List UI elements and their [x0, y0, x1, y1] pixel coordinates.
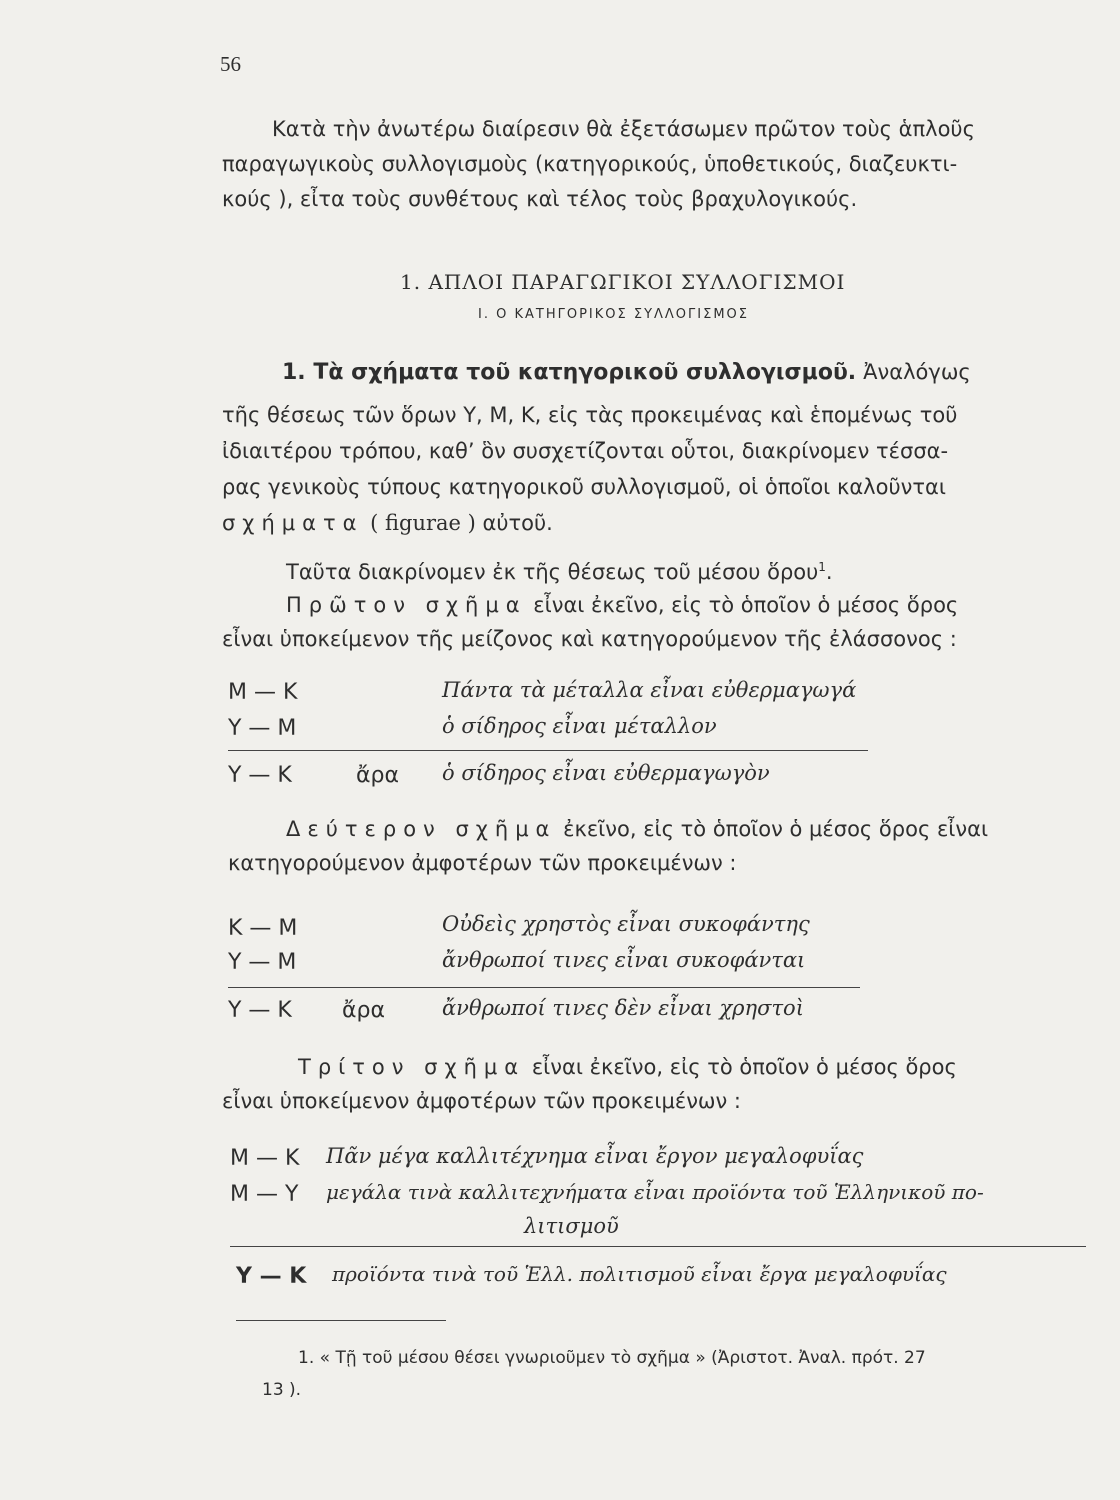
third-figure-text: εἶναι ἐκεῖνο, εἰς τὸ ὁποῖον ὁ μέσος ὅρος — [531, 1055, 957, 1079]
third-figure-line-1 — [298, 1050, 957, 1084]
premise-label: Υ — Μ — [228, 950, 297, 975]
first-figure-line-1 — [286, 588, 958, 622]
footnote-marker: 1. — [298, 1348, 315, 1368]
ara-word: ἄρα — [356, 763, 399, 788]
term-second-figure: Δεύτερον σχῆμα — [286, 817, 557, 841]
subsection-title: Ι. Ο ΚΑΤΗΓΟΡΙΚΟΣ ΣΥΛΛΟΓΙΣΜΟΣ — [478, 307, 749, 322]
premise-label: Κ — Μ — [228, 916, 298, 941]
conclusion-label: Υ — Κ — [236, 1264, 307, 1289]
second-figure-line-2: κατηγορούμενον ἀμφοτέρων τῶν προκειμένων : — [228, 851, 737, 875]
conclusion-text: ἄνθρωποί τινες δὲν εἶναι χρηστοὶ — [442, 996, 804, 1020]
premise-text: μεγάλα τινὰ καλλιτεχνήματα εἶναι προϊόντα τοῦ Ἑλληνικοῦ πο- — [326, 1180, 984, 1204]
figures-line-5-end: αὐτοῦ. — [482, 511, 553, 535]
intro-line-3: κούς ), εἶτα τοὺς συνθέτους καὶ τέλος τοὺς βραχυλογικούς. — [222, 187, 858, 211]
second-figure-text: ἐκεῖνο, εἰς τὸ ὁποῖον ὁ μέσος ὅρος εἶναι — [563, 817, 989, 841]
figures-line-5 — [222, 506, 553, 540]
footnote-ref: 1 — [818, 560, 826, 574]
conclusion-text: ὁ σίδηρος εἶναι εὐθερμαγωγὸν — [442, 761, 770, 785]
term-schemata: σχήματα — [222, 511, 364, 535]
premise-text: Πᾶν μέγα καλλιτέχνημα εἶναι ἔργον μεγαλοφυΐας — [326, 1144, 864, 1168]
premise-text: ὁ σίδηρος εἶναι μέταλλον — [442, 714, 717, 738]
latin-term: ( figurae ) — [370, 511, 476, 535]
third-figure-line-2: εἶναι ὑποκείμενον ἀμφοτέρων τῶν προκειμένων : — [222, 1089, 742, 1113]
conclusion-label: Υ — Κ — [228, 998, 292, 1023]
intro-line-2: παραγωγικοὺς συλλογισμοὺς (κατηγορικούς, ὑποθετικούς, διαζευκτι- — [222, 152, 958, 176]
first-figure-text: εἶναι ἐκεῖνο, εἰς τὸ ὁποῖον ὁ μέσος ὅρος — [533, 593, 959, 617]
figures-heading: 1. Τὰ σχήματα τοῦ κατηγορικοῦ συλλογισμοῦ. — [282, 360, 857, 385]
footnote-line-2: 13 ). — [262, 1380, 302, 1400]
conclusion-rule — [230, 1246, 1086, 1247]
conclusion-label: Υ — Κ — [228, 763, 292, 788]
conclusion-text: προϊόντα τινὰ τοῦ Ἑλλ. πολιτισμοῦ εἶναι ἔργα μεγαλοφυΐας — [332, 1262, 947, 1286]
premise-label: Μ — Κ — [230, 1146, 300, 1171]
first-figure-line-2: εἶναι ὑποκείμενον τῆς μείζονος καὶ κατηγορούμενον τῆς ἐλάσσονος : — [222, 627, 957, 651]
middle-term-end: . — [825, 560, 833, 584]
paragraph-figures — [282, 360, 971, 385]
figures-line-2: τῆς θέσεως τῶν ὅρων Υ, Μ, Κ, εἰς τὰς προκειμένας καὶ ἑπομένως τοῦ — [222, 403, 958, 427]
paragraph-middle-term — [286, 550, 833, 589]
intro-line-1: Κατὰ τὴν ἀνωτέρω διαίρεσιν θὰ ἐξετάσωμεν πρῶτον τοὺς ἁπλοῦς — [272, 117, 975, 141]
ara-word: ἄρα — [342, 998, 385, 1023]
page-number: 56 — [220, 52, 241, 76]
premise-text: Οὐδεὶς χρηστὸς εἶναι συκοφάντης — [442, 912, 810, 936]
figures-line-3: ἰδιαιτέρου τρόπου, καθ’ ὃν συσχετίζονται οὗτοι, διακρίνομεν τέσσα- — [222, 439, 949, 463]
footnote-text: « Τῇ τοῦ μέσου θέσει γνωριοῦμεν τὸ σχῆμα » (Ἀριστοτ. Ἀναλ. πρότ. 27 — [319, 1348, 926, 1368]
conclusion-rule — [228, 987, 860, 988]
premise-label: Μ — Υ — [230, 1182, 299, 1207]
premise-continuation: λιτισμοῦ — [524, 1214, 619, 1238]
conclusion-rule — [228, 750, 868, 751]
premise-text: Πάντα τὰ μέταλλα εἶναι εὐθερμαγωγά — [442, 678, 857, 702]
section-title: 1. ΑΠΛΟΙ ΠΑΡΑΓΩΓΙΚΟΙ ΣΥΛΛΟΓΙΣΜΟΙ — [400, 270, 846, 294]
figures-line-4: ρας γενικοὺς τύπους κατηγορικοῦ συλλογισμοῦ, οἱ ὁποῖοι καλοῦνται — [222, 475, 946, 499]
second-figure-line-1 — [286, 812, 988, 846]
footnote-rule — [236, 1320, 446, 1321]
premise-label: Υ — Μ — [228, 716, 297, 741]
premise-text: ἄνθρωποί τινες εἶναι συκοφάνται — [442, 948, 806, 972]
premise-label: Μ — Κ — [228, 680, 298, 705]
footnote-line-1 — [298, 1348, 926, 1368]
middle-term-text: Ταῦτα διακρίνομεν ἐκ τῆς θέσεως τοῦ μέσου ὅρου — [286, 560, 819, 584]
figures-line-1-rest: Ἀναλόγως — [863, 360, 971, 384]
term-third-figure: Τρίτον σχῆμα — [298, 1055, 526, 1079]
term-first-figure: Πρῶτον σχῆμα — [286, 593, 527, 617]
